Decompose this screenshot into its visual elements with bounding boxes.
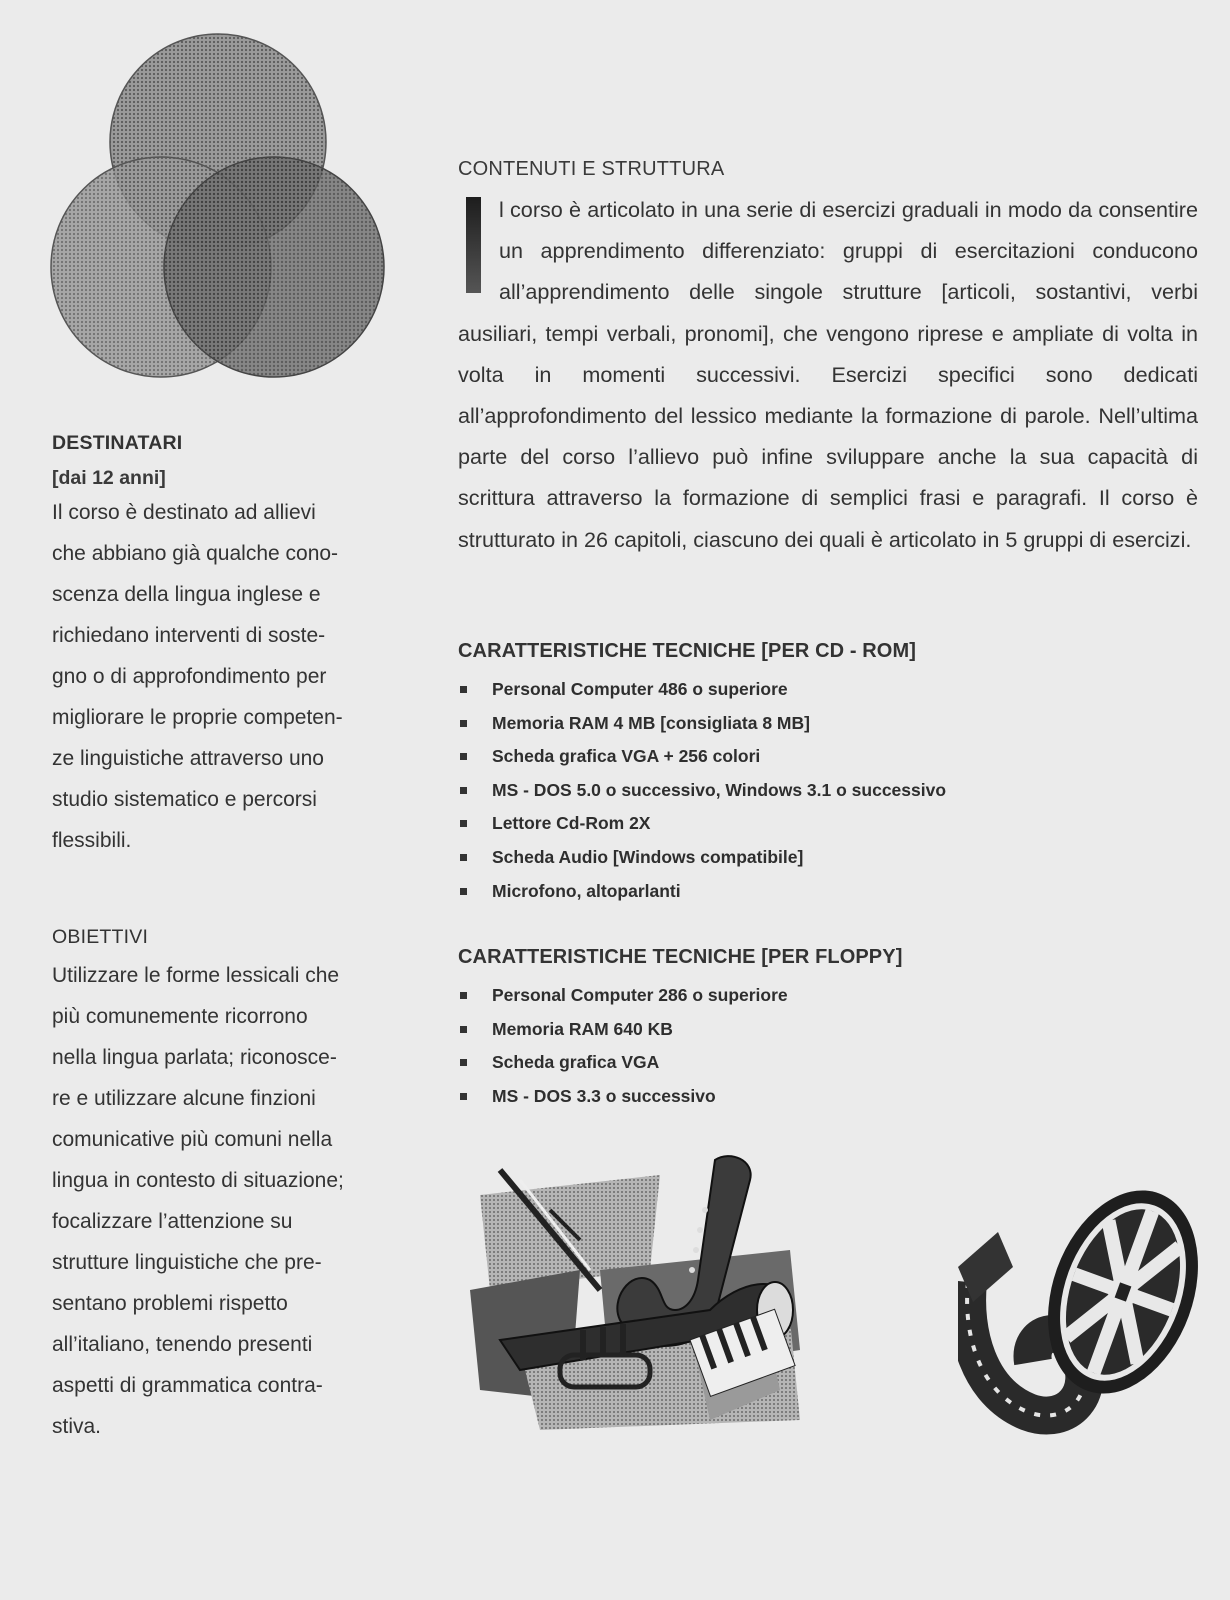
destinatari-age: [dai 12 anni] <box>52 467 166 489</box>
text-line: comunicative più comuni nella <box>52 1128 333 1151</box>
text-line: che abbiano già qualche cono- <box>52 542 339 565</box>
list-item <box>458 841 1198 875</box>
specs-cdrom-section <box>458 640 1198 908</box>
specs-floppy-section <box>458 946 1198 1113</box>
list-item <box>458 807 1198 841</box>
contenuti-section <box>458 158 1198 560</box>
bullet-icon <box>460 888 467 895</box>
list-item <box>458 1046 1198 1080</box>
venn-circles-icon <box>48 32 393 382</box>
text-line: focalizzare l’attenzione su <box>52 1210 293 1233</box>
text-line: richiedano interventi di soste- <box>52 624 326 647</box>
list-item <box>458 875 1198 909</box>
text-line: lingua in contesto di situazione; <box>52 1169 344 1192</box>
specs-cdrom-heading: CARATTERISTICHE TECNICHE [PER CD - ROM] <box>458 640 916 662</box>
list-item-label: Personal Computer 486 o superiore <box>492 679 788 699</box>
text-line: all’italiano, tenendo presenti <box>52 1333 313 1356</box>
list-item-label: Memoria RAM 4 MB [consigliata 8 MB] <box>492 712 810 733</box>
list-item-label: Scheda grafica VGA + 256 colori <box>492 746 761 767</box>
text-line: sentano problemi rispetto <box>52 1292 288 1315</box>
film-reel-icon <box>958 1172 1208 1442</box>
bullet-icon <box>460 753 467 760</box>
text-line: studio sistematico e percorsi <box>52 788 317 811</box>
list-item-label: Scheda grafica VGA <box>492 1052 660 1073</box>
list-item <box>458 1013 1198 1047</box>
text-line: flessibili. <box>52 829 132 852</box>
list-item <box>458 707 1198 741</box>
destinatari-section <box>52 432 392 861</box>
bullet-icon <box>460 787 467 794</box>
bullet-icon <box>460 1026 467 1033</box>
obiettivi-heading: OBIETTIVI <box>52 926 149 948</box>
text-line: ze linguistiche attraverso uno <box>52 747 324 770</box>
obiettivi-body <box>52 955 392 1447</box>
bullet-icon <box>460 854 467 861</box>
obiettivi-section <box>52 926 392 1447</box>
text-line: aspetti di grammatica contra- <box>52 1374 323 1397</box>
text-line: Il corso è destinato ad allievi <box>52 501 316 524</box>
list-item <box>458 740 1198 774</box>
text-line: re e utilizzare alcune finzioni <box>52 1087 316 1110</box>
text-line: stiva. <box>52 1415 102 1438</box>
specs-cdrom-list <box>458 673 1198 908</box>
contenuti-heading: CONTENUTI E STRUTTURA <box>458 158 725 180</box>
list-item <box>458 774 1198 808</box>
list-item-label: Lettore Cd-Rom 2X <box>492 813 651 834</box>
list-item-label: MS - DOS 3.3 o successivo <box>492 1085 716 1106</box>
contenuti-body <box>458 189 1198 560</box>
list-item-label: Scheda Audio [Windows compatibile] <box>492 846 804 867</box>
list-item-label: Memoria RAM 640 KB <box>492 1018 673 1039</box>
list-item <box>458 673 1198 707</box>
bullet-icon <box>460 720 467 727</box>
contenuti-text: l corso è articolato in una serie di esercizi graduali in modo da consentire un apprendimento differenziato: gruppi di esercitazioni conducono all’apprendimento delle singole strutture [articoli, sostantivi, verbi ausiliari, tempi verbali, pronomi], che vengono riprese e ampliate di volta in volta in momenti successivi. Esercizi specifici sono dedicati all’approfondimento del lessico mediante la formazione di parole. Nell’ultima parte del corso l’allievo può infine sviluppare anche la sua capacità di scrittura attraverso la formazione di semplici frasi e paragrafi. Il corso è strutturato in 26 capitoli, ciascuno dei quali è articolato in 5 gruppi di esercizi. <box>458 197 1198 552</box>
music-instruments-icon <box>460 1150 820 1440</box>
specs-floppy-list <box>458 979 1198 1113</box>
text-line: nella lingua parlata; riconosce- <box>52 1046 337 1069</box>
list-item-label: MS - DOS 5.0 o successivo, Windows 3.1 o successivo <box>492 779 947 800</box>
text-line: Utilizzare le forme lessicali che <box>52 964 340 987</box>
bullet-icon <box>460 820 467 827</box>
drop-cap <box>466 197 481 293</box>
destinatari-body <box>52 492 392 861</box>
bullet-icon <box>460 686 467 693</box>
text-line: più comunemente ricorrono <box>52 1005 308 1028</box>
text-line: migliorare le proprie competen- <box>52 706 343 729</box>
specs-floppy-heading: CARATTERISTICHE TECNICHE [PER FLOPPY] <box>458 946 903 968</box>
bullet-icon <box>460 1059 467 1066</box>
text-line: strutture linguistiche che pre- <box>52 1251 322 1274</box>
bullet-icon <box>460 992 467 999</box>
list-item-label: Personal Computer 286 o superiore <box>492 985 788 1005</box>
bullet-icon <box>460 1093 467 1100</box>
list-item <box>458 979 1198 1013</box>
list-item-label: Microfono, altoparlanti <box>492 880 681 901</box>
list-item <box>458 1080 1198 1114</box>
destinatari-heading: DESTINATARI <box>52 432 183 454</box>
text-line: scenza della lingua inglese e <box>52 583 321 606</box>
text-line: gno o di approfondimento per <box>52 665 327 688</box>
